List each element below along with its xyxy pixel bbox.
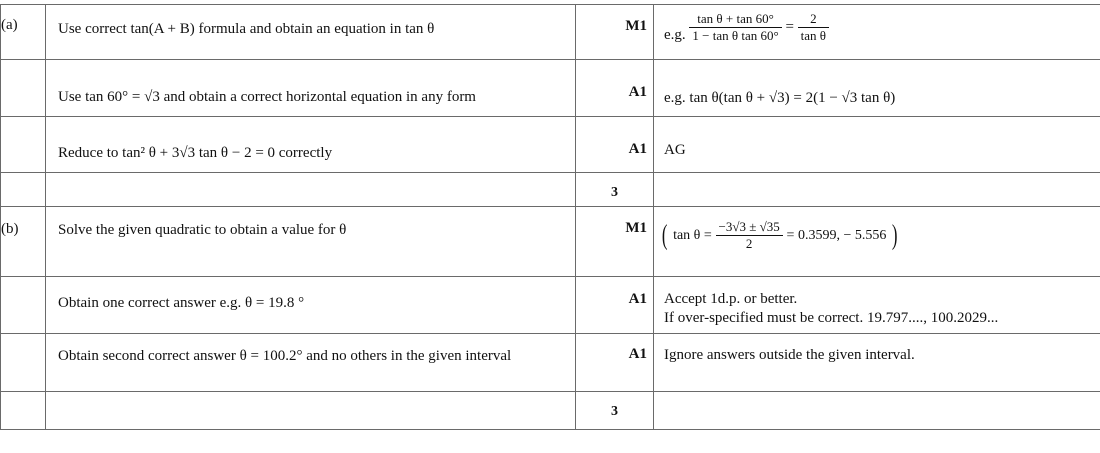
part-cell — [1, 117, 46, 173]
mark-total: 3 — [611, 404, 618, 419]
mark-cell — [576, 60, 654, 117]
guidance-line-1: Accept 1d.p. or better. — [664, 291, 798, 307]
table-row — [1, 207, 1100, 277]
formula-lhs: tan θ = — [673, 227, 712, 243]
fraction-numerator: tan θ + tan 60° — [689, 11, 781, 28]
part-cell — [1, 60, 46, 117]
description-cell — [46, 334, 576, 392]
mark-cell — [576, 5, 654, 60]
formula-rhs: = 0.3599, − 5.556 — [786, 227, 887, 243]
guidance-formula — [660, 219, 899, 252]
guidance-cell — [654, 117, 1100, 173]
description-cell — [46, 117, 576, 173]
table-row — [1, 5, 1100, 60]
mark-cell — [576, 207, 654, 277]
description-text: Obtain second correct answer θ = 100.2° and no others in the given interval — [58, 348, 512, 364]
fraction-denominator: 2 — [745, 236, 753, 251]
table-row — [1, 334, 1100, 392]
mark-cell — [576, 173, 654, 207]
mark-cell — [576, 392, 654, 430]
fraction — [798, 11, 829, 44]
mark-code: A1 — [628, 141, 647, 157]
description-cell — [46, 5, 576, 60]
part-label: (b) — [1, 221, 19, 237]
guidance-line-2: If over-specified must be correct. 19.797...., 100.2029... — [664, 310, 999, 326]
description-text: Reduce to tan² θ + 3√3 tan θ − 2 = 0 correctly — [58, 145, 333, 161]
description-cell — [46, 173, 576, 207]
mark-cell — [576, 334, 654, 392]
mark-cell — [576, 117, 654, 173]
description-text: Use tan 60° = √3 and obtain a correct horizontal equation in any form — [58, 89, 476, 105]
close-bracket: ) — [891, 219, 898, 251]
table-row — [1, 117, 1100, 173]
guidance-cell — [654, 5, 1100, 60]
part-label: (a) — [1, 17, 18, 33]
open-bracket: ( — [661, 219, 668, 251]
description-cell — [46, 207, 576, 277]
mark-code: A1 — [628, 346, 647, 362]
description-text: Solve the given quadratic to obtain a value for θ — [58, 222, 347, 238]
part-cell — [1, 173, 46, 207]
fraction-denominator: tan θ — [800, 28, 827, 43]
mark-code: M1 — [625, 18, 647, 34]
guidance-text: AG — [664, 142, 686, 158]
guidance-cell — [654, 392, 1100, 430]
fraction-denominator: 1 − tan θ tan 60° — [692, 28, 779, 43]
fraction-numerator: 2 — [798, 11, 829, 28]
part-cell — [1, 277, 46, 334]
guidance-cell — [654, 207, 1100, 277]
table-row — [1, 173, 1100, 207]
guidance-prefix: e.g. — [664, 26, 686, 43]
guidance-formula — [664, 11, 829, 44]
fraction — [689, 11, 781, 44]
description-text: Use correct tan(A + B) formula and obtain an equation in tan θ — [58, 21, 435, 37]
mark-cell — [576, 277, 654, 334]
guidance-cell — [654, 277, 1100, 334]
part-cell — [1, 392, 46, 430]
mark-total: 3 — [611, 185, 618, 200]
guidance-cell — [654, 60, 1100, 117]
table-row — [1, 277, 1100, 334]
mark-code: M1 — [625, 220, 647, 236]
description-cell — [46, 277, 576, 334]
description-text: Obtain one correct answer e.g. θ = 19.8 ° — [58, 295, 305, 311]
fraction — [716, 219, 783, 252]
guidance-text: e.g. tan θ(tan θ + √3) = 2(1 − √3 tan θ) — [664, 90, 896, 106]
mark-code: A1 — [628, 291, 647, 307]
table-row — [1, 392, 1100, 430]
guidance-cell — [654, 334, 1100, 392]
table-row — [1, 60, 1100, 117]
guidance-text: Ignore answers outside the given interval. — [664, 347, 915, 363]
fraction-numerator: −3√3 ± √35 — [716, 219, 783, 236]
part-cell — [1, 334, 46, 392]
equals-sign: = — [785, 18, 794, 35]
part-cell — [1, 207, 46, 277]
mark-scheme-table — [0, 4, 1100, 430]
description-cell — [46, 60, 576, 117]
mark-code: A1 — [628, 84, 647, 100]
description-cell — [46, 392, 576, 430]
guidance-cell — [654, 173, 1100, 207]
part-cell — [1, 5, 46, 60]
